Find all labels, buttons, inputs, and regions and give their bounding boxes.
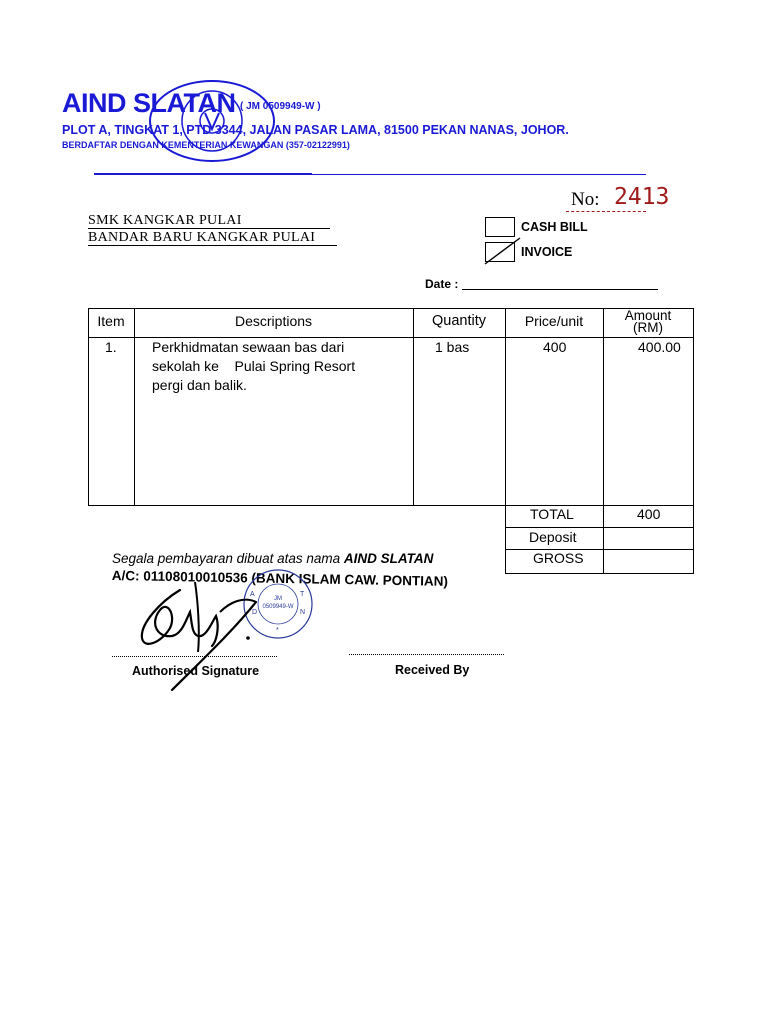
row-description-line-1: Perkhidmatan sewaan bas dari bbox=[152, 339, 345, 355]
header-price-unit: Price/unit bbox=[524, 313, 584, 329]
document-number-underline bbox=[566, 211, 646, 212]
svg-text:N: N bbox=[300, 609, 306, 616]
stamp-reg-text: JM bbox=[274, 596, 282, 602]
check-mark-icon bbox=[486, 243, 514, 261]
document-number: 2413 bbox=[614, 184, 670, 210]
svg-text:T: T bbox=[300, 591, 305, 598]
company-registered-note: BERDAFTAR DENGAN KEMENTERIAN KEWANGAN (357-02122991) bbox=[62, 140, 350, 150]
payment-note bbox=[112, 551, 433, 566]
company-registration: ( JM 0509949-W ) bbox=[240, 101, 321, 112]
svg-text:*: * bbox=[276, 627, 279, 634]
gross-label: GROSS bbox=[533, 550, 584, 566]
total-value: 400 bbox=[637, 506, 661, 522]
row-price-unit: 400 bbox=[543, 339, 567, 355]
invoice-checkbox[interactable] bbox=[485, 242, 515, 262]
header-descriptions: Descriptions bbox=[234, 313, 313, 329]
header-amount: Amount bbox=[624, 308, 672, 323]
row-item: 1. bbox=[105, 339, 117, 355]
header-item: Item bbox=[97, 313, 125, 329]
svg-text:D: D bbox=[252, 609, 258, 616]
deposit-label: Deposit bbox=[529, 529, 577, 545]
customer-line-1-underline bbox=[88, 228, 330, 229]
cash-bill-checkbox[interactable] bbox=[485, 217, 515, 237]
authorised-signature-label: Authorised Signature bbox=[132, 664, 260, 678]
customer-line-1: SMK KANGKAR PULAI bbox=[88, 213, 242, 228]
row-quantity: 1 bas bbox=[435, 339, 470, 355]
svg-text:A: A bbox=[250, 591, 255, 598]
row-description-line-2: sekolah ke Pulai Spring Resort bbox=[152, 358, 356, 374]
customer-line-2-underline bbox=[88, 245, 337, 246]
authorised-signature-line bbox=[112, 656, 277, 657]
payment-note-prefix: Segala pembayaran dibuat atas nama bbox=[112, 551, 344, 566]
received-by-line bbox=[349, 654, 504, 655]
row-description-line-3: pergi dan balik. bbox=[152, 377, 247, 393]
document-number-label: No: bbox=[571, 189, 600, 210]
cash-bill-label: CASH BILL bbox=[521, 220, 588, 234]
header-divider bbox=[94, 174, 646, 175]
date-field[interactable] bbox=[462, 289, 658, 290]
svg-text:0509949-W: 0509949-W bbox=[262, 604, 294, 610]
invoice-table bbox=[88, 308, 694, 574]
invoice-label: INVOICE bbox=[521, 245, 573, 259]
header-amount-unit: (RM) bbox=[633, 320, 663, 335]
total-label: TOTAL bbox=[530, 506, 574, 522]
company-address: PLOT A, TINGKAT 1, PTD 3344, JALAN PASAR LAMA, 81500 PEKAN NANAS, JOHOR. bbox=[62, 123, 569, 137]
date-label: Date : bbox=[425, 277, 459, 291]
customer-line-2: BANDAR BARU KANGKAR PULAI bbox=[88, 230, 316, 245]
company-name: AIND SLATAN bbox=[62, 88, 236, 118]
payment-account: A/C: 01108010010536 (BANK ISLAM CAW. PONTIAN) bbox=[111, 568, 449, 589]
row-amount: 400.00 bbox=[638, 339, 681, 355]
received-by-label: Received By bbox=[395, 663, 470, 677]
payment-note-name: AIND SLATAN bbox=[343, 551, 434, 566]
header-quantity: Quantity bbox=[432, 313, 486, 329]
